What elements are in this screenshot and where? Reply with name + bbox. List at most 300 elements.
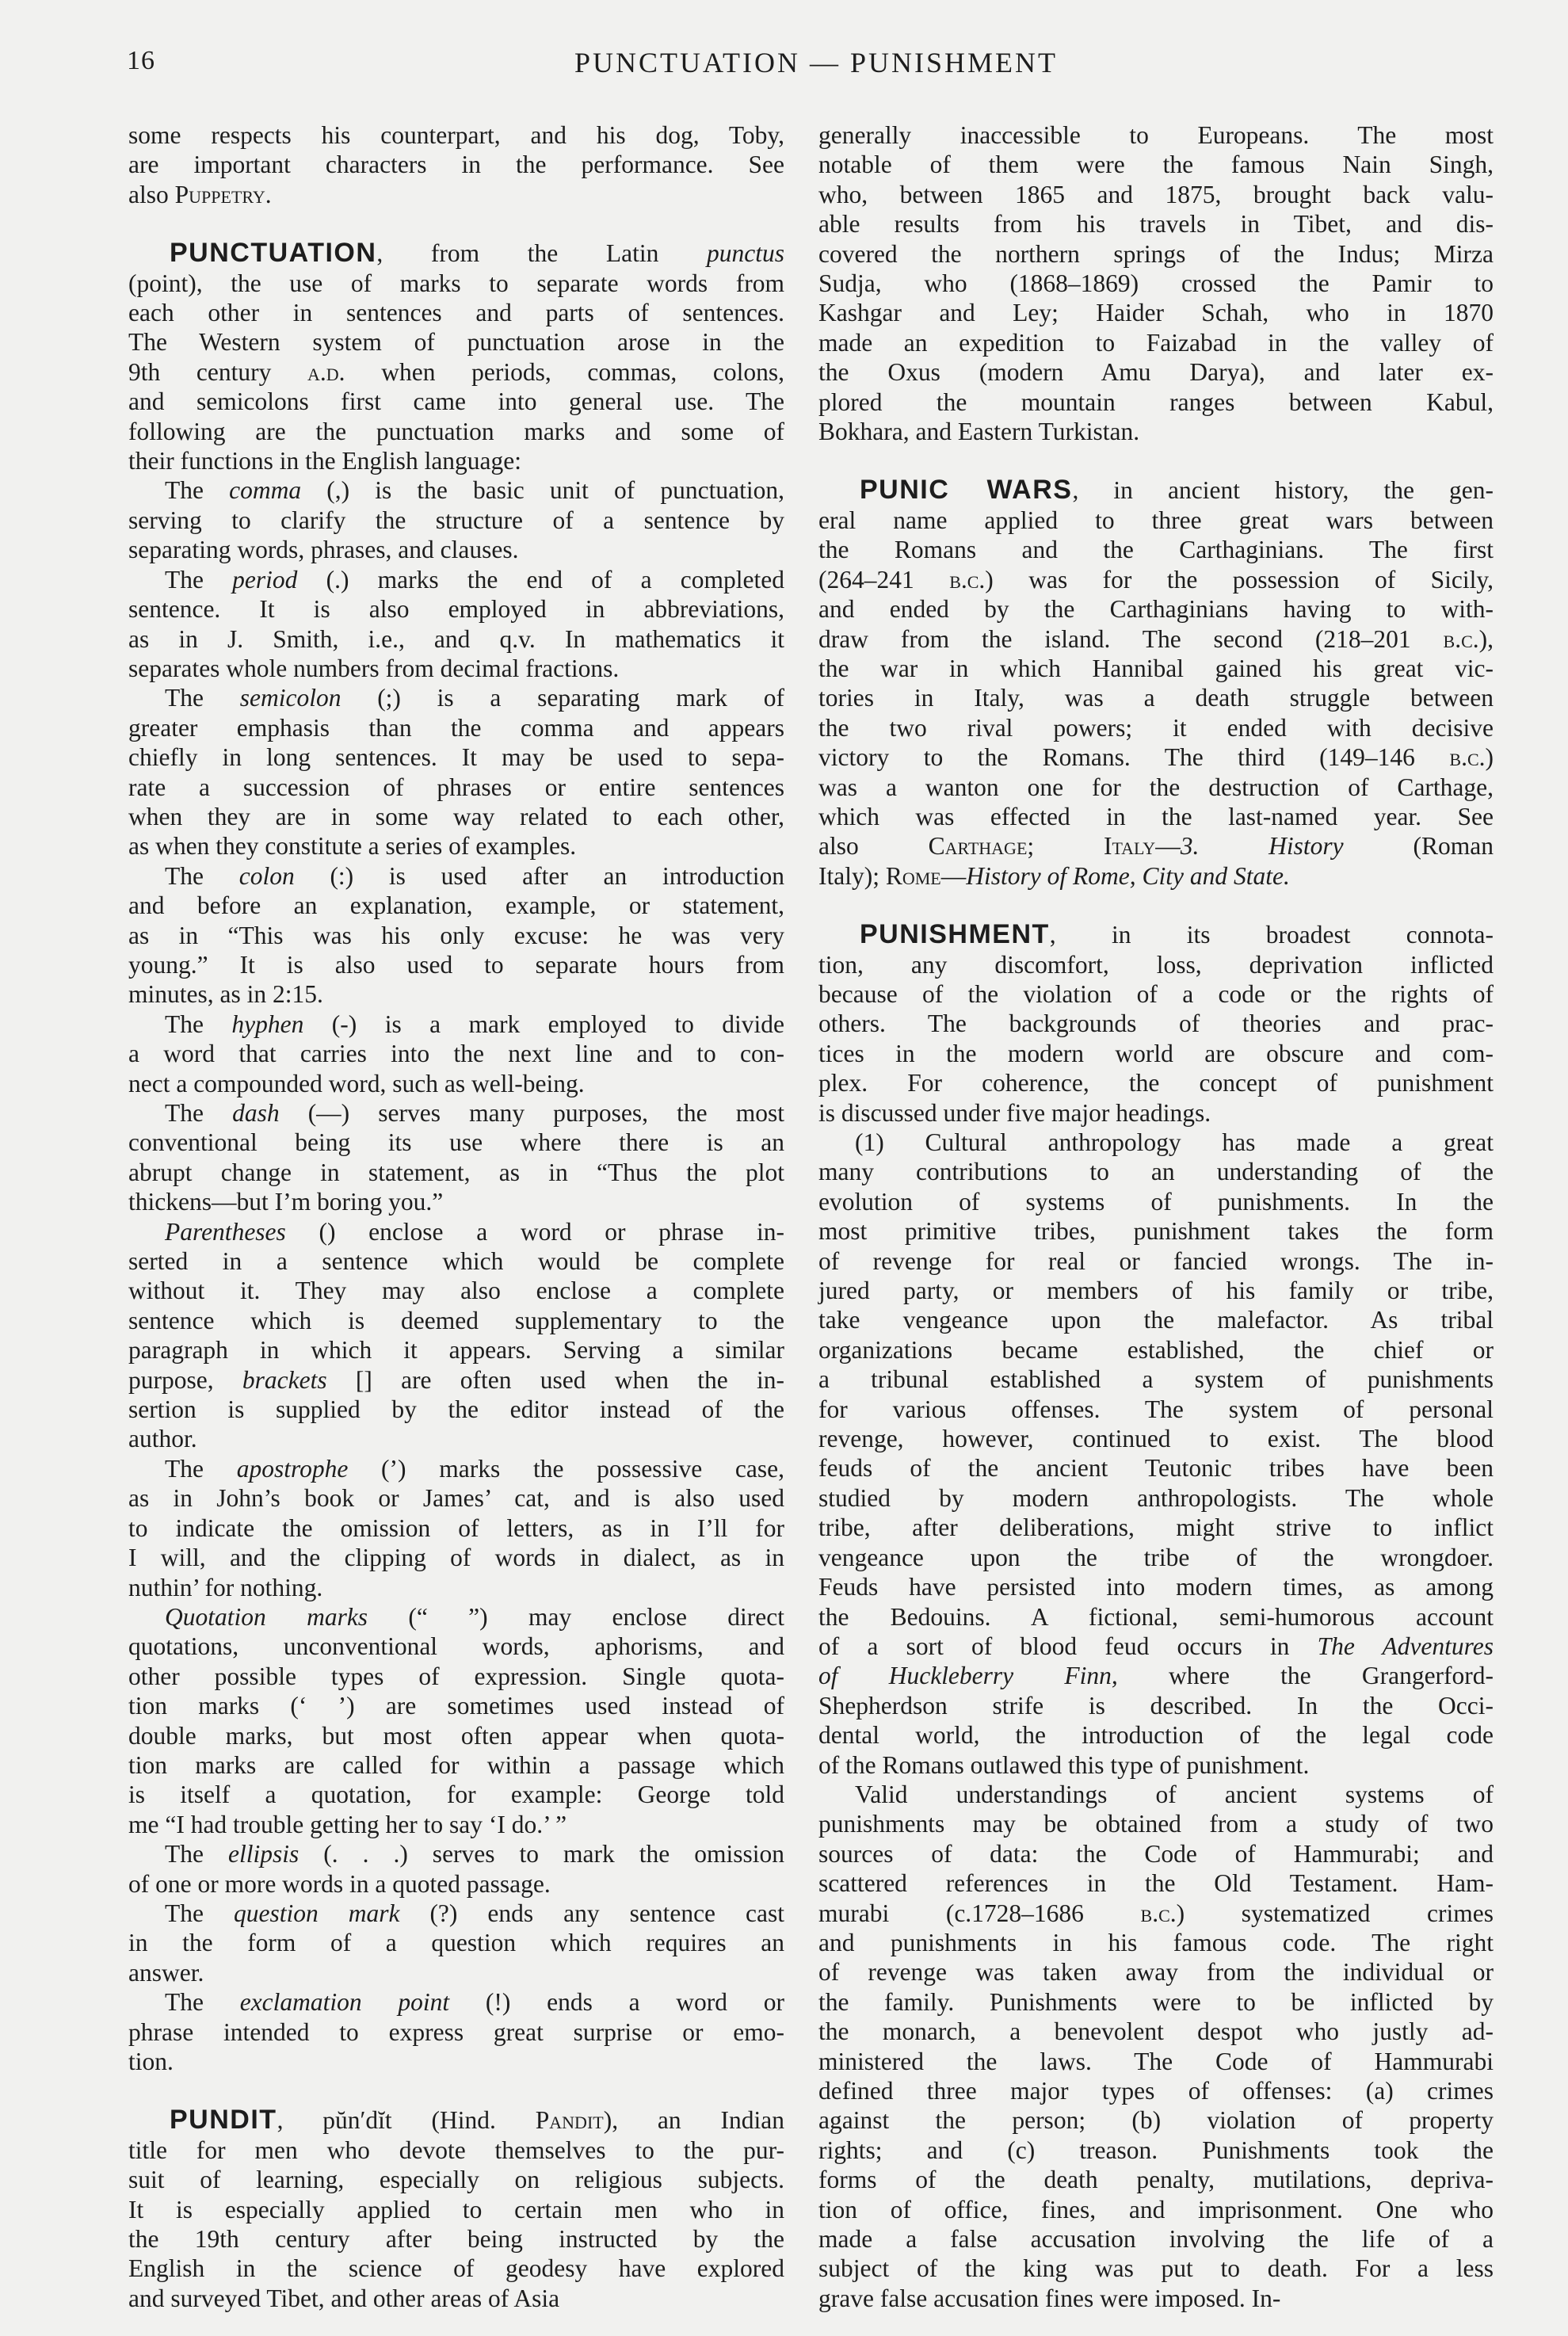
text-line bbox=[128, 1335, 784, 1365]
text-run: tion marks (‘ ’) are sometimes used instead of bbox=[128, 1692, 784, 1720]
text-line bbox=[128, 2224, 784, 2254]
page-header bbox=[127, 46, 1505, 81]
italic-term: dash bbox=[232, 1099, 280, 1127]
text-line bbox=[818, 239, 1494, 269]
text-line bbox=[128, 1010, 784, 1039]
text-line bbox=[818, 1453, 1494, 1483]
text-run: ) bbox=[1485, 743, 1494, 772]
text-line bbox=[128, 1958, 784, 1987]
text-line bbox=[128, 773, 784, 802]
text-run: nuthin’ for nothing. bbox=[128, 1573, 323, 1601]
text-run: Kashgar and Ley; Haider Schah, who in 1870 bbox=[818, 299, 1494, 327]
text-run: covered the northern springs of the Indus; Mirza bbox=[818, 239, 1494, 268]
text-run: , in its broadest connota- bbox=[1049, 921, 1494, 949]
text-line bbox=[128, 1691, 784, 1720]
text-run: was a wanton one for the destruction of Carthage, bbox=[818, 773, 1494, 801]
text-run: as when they constitute a series of examples. bbox=[128, 832, 577, 861]
text-run: ) was for the possession of Sicily, bbox=[985, 565, 1494, 594]
text-run: and semicolons first came into general use. The bbox=[128, 387, 784, 416]
text-run: title for men who devote themselves to the pur- bbox=[128, 2136, 784, 2164]
text-run: is itself a quotation, for example: George told bbox=[128, 1781, 784, 1809]
text-run: The bbox=[165, 1840, 228, 1868]
text-line bbox=[128, 1839, 784, 1868]
text-run: evolution of systems of punishments. In the bbox=[818, 1187, 1494, 1216]
text-line bbox=[818, 269, 1494, 298]
entry-headword: PUNDIT bbox=[170, 2105, 277, 2136]
text-run: vengeance upon the tribe of the wrongdoer. bbox=[818, 1543, 1494, 1571]
punishment-intro bbox=[818, 920, 1494, 1128]
text-line bbox=[128, 2047, 784, 2076]
text-line bbox=[128, 1662, 784, 1691]
text-line bbox=[128, 387, 784, 416]
text-line bbox=[128, 1602, 784, 1632]
text-run: (.) marks the end of a completed bbox=[297, 565, 784, 594]
text-line bbox=[818, 2195, 1494, 2224]
paragraph-question-mark bbox=[128, 1899, 784, 1987]
text-line bbox=[818, 2105, 1494, 2135]
text-line bbox=[818, 209, 1494, 239]
text-run: plex. For coherence, the concept of punishment bbox=[818, 1069, 1494, 1097]
text-run: revenge, however, continued to exist. The blood bbox=[818, 1425, 1494, 1453]
text-line bbox=[818, 298, 1494, 327]
italic-term: comma bbox=[229, 476, 302, 505]
text-line bbox=[128, 1750, 784, 1780]
text-line bbox=[818, 831, 1494, 861]
text-run: The bbox=[165, 565, 233, 594]
text-run: a word that carries into the next line and to con- bbox=[128, 1040, 784, 1068]
text-line bbox=[128, 180, 784, 209]
text-run: Italy); bbox=[818, 861, 886, 890]
text-line bbox=[818, 1809, 1494, 1838]
text-run: of revenge was taken away from the individual or bbox=[818, 1958, 1494, 1987]
text-line bbox=[128, 1899, 784, 1928]
text-line bbox=[128, 2165, 784, 2194]
text-line bbox=[128, 1128, 784, 1157]
text-line bbox=[818, 1602, 1494, 1632]
text-line bbox=[818, 1720, 1494, 1750]
text-line bbox=[818, 1750, 1494, 1780]
text-line bbox=[128, 1306, 784, 1335]
paragraph-apostrophe bbox=[128, 1454, 784, 1602]
text-line bbox=[128, 594, 784, 624]
text-line bbox=[128, 535, 784, 564]
text-line bbox=[128, 1246, 784, 1276]
text-run: (—) serves many purposes, the most bbox=[279, 1099, 784, 1127]
entry-gap bbox=[818, 446, 1494, 475]
text-line bbox=[128, 1721, 784, 1750]
text-line bbox=[818, 861, 1494, 891]
text-run: I will, and the clipping of words in dialect, as in bbox=[128, 1544, 784, 1572]
text-run: quotations, unconventional words, aphorisms, and bbox=[128, 1632, 784, 1661]
text-line bbox=[818, 120, 1494, 150]
text-run: tion of office, fines, and imprisonment. One who bbox=[818, 2195, 1494, 2223]
text-run: greater emphasis than the comma and appears bbox=[128, 713, 784, 742]
text-run: answer. bbox=[128, 1958, 204, 1987]
text-run: of one or more words in a quoted passage. bbox=[128, 1869, 551, 1898]
text-run: forms of the death penalty, mutilations, depriva- bbox=[818, 2166, 1494, 2194]
text-run: chiefly in long sentences. It may be used to sepa- bbox=[128, 743, 784, 772]
text-run: the Bedouins. A fictional, semi-humorous account bbox=[818, 1602, 1494, 1631]
text-run: generally inaccessible to Europeans. The most bbox=[818, 121, 1494, 149]
text-line bbox=[128, 327, 784, 357]
text-run: minutes, as in 2:15. bbox=[128, 980, 323, 1009]
text-line bbox=[128, 298, 784, 327]
italic-term: History of Rome, City and State. bbox=[966, 861, 1290, 890]
paragraph-parentheses bbox=[128, 1217, 784, 1454]
text-line bbox=[818, 1305, 1494, 1334]
text-run: and ended by the Carthaginians having to with- bbox=[818, 595, 1494, 624]
text-run: The bbox=[165, 1099, 233, 1127]
text-run: serving to clarify the structure of a sentence by bbox=[128, 506, 784, 534]
paragraph-dash bbox=[128, 1098, 784, 1217]
text-line bbox=[818, 1661, 1494, 1690]
text-line bbox=[128, 2195, 784, 2224]
text-line bbox=[818, 1068, 1494, 1097]
text-run: which was effected in the last-named year. See bbox=[818, 802, 1494, 830]
text-line bbox=[128, 1424, 784, 1453]
text-line bbox=[818, 713, 1494, 742]
entry-gap bbox=[128, 2076, 784, 2105]
text-run: following are the punctuation marks and some of bbox=[128, 417, 784, 445]
text-run: . bbox=[265, 180, 272, 208]
text-run: the Romans and the Carthaginians. The first bbox=[818, 536, 1494, 564]
text-run: — bbox=[1155, 832, 1181, 861]
italic-term: 3. History bbox=[1180, 832, 1344, 861]
text-line bbox=[818, 1899, 1494, 1928]
small-caps-term: a.d. bbox=[307, 357, 345, 386]
small-caps-term: b.c. bbox=[1140, 1899, 1177, 1927]
text-line bbox=[128, 624, 784, 654]
text-line bbox=[818, 565, 1494, 594]
text-run: The bbox=[165, 684, 240, 712]
text-run: and surveyed Tibet, and other areas of Asia bbox=[128, 2284, 560, 2312]
text-run: (point), the use of marks to separate words from bbox=[128, 269, 784, 297]
text-run: , from the Latin bbox=[376, 239, 707, 268]
text-line bbox=[128, 1098, 784, 1128]
text-run: ministered the laws. The Code of Hammurabi bbox=[818, 2047, 1494, 2075]
text-run: ) systematized crimes bbox=[1176, 1899, 1494, 1927]
text-line bbox=[818, 742, 1494, 772]
text-line bbox=[128, 1632, 784, 1661]
text-line bbox=[128, 269, 784, 298]
text-run: sertion is supplied by the editor instead of the bbox=[128, 1395, 784, 1424]
text-run: is discussed under five major headings. bbox=[818, 1098, 1211, 1127]
paragraph-ellipsis bbox=[128, 1839, 784, 1899]
text-run: studied by modern anthropologists. The whole bbox=[818, 1483, 1494, 1512]
italic-term: question mark bbox=[233, 1899, 400, 1927]
text-run: take vengeance upon the malefactor. As tribal bbox=[818, 1306, 1494, 1334]
text-run: murabi (c.1728–1686 bbox=[818, 1899, 1141, 1927]
italic-term: punctus bbox=[707, 239, 784, 268]
text-line bbox=[818, 1868, 1494, 1898]
text-run: eral name applied to three great wars between bbox=[818, 506, 1494, 534]
text-run: (!) ends a word or bbox=[449, 1988, 784, 2017]
text-run: (Roman bbox=[1343, 832, 1494, 861]
text-line bbox=[818, 506, 1494, 535]
text-line bbox=[128, 979, 784, 1009]
text-run: The bbox=[165, 1010, 232, 1038]
entry-headword: PUNISHMENT bbox=[860, 919, 1050, 950]
text-line bbox=[818, 475, 1494, 505]
cross-reference-puppetry[interactable]: Puppetry bbox=[174, 180, 265, 208]
text-run: where the Grangerford- bbox=[1117, 1662, 1494, 1690]
text-run: tion marks are called for within a passage which bbox=[128, 1750, 784, 1779]
text-run: paragraph in which it appears. Serving a similar bbox=[128, 1336, 784, 1365]
page-number: 16 bbox=[127, 46, 155, 75]
right-column bbox=[818, 120, 1494, 2313]
text-run: conventional being its use where there is an bbox=[128, 1128, 784, 1157]
text-run: jured party, or members of his family or tribe, bbox=[818, 1277, 1494, 1305]
text-line bbox=[128, 831, 784, 861]
text-run: purpose, bbox=[128, 1365, 242, 1394]
text-run: phrase intended to express great surprise or emo- bbox=[128, 2017, 784, 2046]
text-run: to indicate the omission of letters, as in I’ll for bbox=[128, 1513, 784, 1542]
text-run: abrupt change in statement, as in “Thus the plot bbox=[128, 1158, 784, 1186]
text-line bbox=[128, 891, 784, 920]
punishment-hammurabi bbox=[818, 1780, 1494, 2313]
text-run: because of the violation of a code or the rights of bbox=[818, 979, 1494, 1008]
pundit-entry-continuation bbox=[818, 120, 1494, 446]
text-line bbox=[818, 417, 1494, 446]
entry-punctuation bbox=[128, 239, 784, 2076]
text-line bbox=[818, 2254, 1494, 2283]
text-run: (-) is a mark employed to divide bbox=[303, 1010, 784, 1038]
text-line bbox=[128, 2254, 784, 2283]
text-run: and punishments in his famous code. The right bbox=[818, 1928, 1494, 1956]
text-line bbox=[818, 802, 1494, 831]
text-run: ; bbox=[1027, 832, 1104, 861]
text-run: scattered references in the Old Testament. Ham- bbox=[818, 1869, 1494, 1898]
text-run: in the form of a question which requires an bbox=[128, 1929, 784, 1957]
text-line bbox=[818, 1691, 1494, 1720]
text-line bbox=[818, 1365, 1494, 1394]
italic-term: brackets bbox=[242, 1365, 327, 1394]
text-line bbox=[128, 1158, 784, 1187]
text-run: as in “This was his only excuse: he was very bbox=[128, 921, 784, 949]
text-line bbox=[128, 802, 784, 831]
text-run: ), bbox=[1478, 624, 1494, 653]
text-run: It is especially applied to certain men who in bbox=[128, 2195, 784, 2223]
entry-headword: PUNIC WARS bbox=[860, 475, 1073, 506]
text-line bbox=[128, 1780, 784, 1809]
text-run: Bokhara, and Eastern Turkistan. bbox=[818, 418, 1140, 446]
text-run: as in John’s book or James’ cat, and is also used bbox=[128, 1484, 784, 1513]
text-run: victory to the Romans. The third (149–146 bbox=[818, 743, 1450, 772]
text-run: made a false accusation involving the life of a bbox=[818, 2225, 1494, 2254]
text-line bbox=[128, 1928, 784, 1957]
text-line bbox=[818, 1039, 1494, 1068]
text-run: tories in Italy, was a death struggle between bbox=[818, 684, 1494, 712]
small-caps-term: b.c. bbox=[1443, 624, 1479, 653]
small-caps-term: b.c. bbox=[949, 565, 986, 594]
text-run: a tribunal established a system of punishments bbox=[818, 1365, 1494, 1394]
text-run: tribe, after deliberations, might strive to inflict bbox=[818, 1513, 1494, 1542]
entry-pundit bbox=[128, 2105, 784, 2313]
text-line bbox=[818, 2165, 1494, 2194]
text-line bbox=[818, 180, 1494, 209]
text-line bbox=[128, 1513, 784, 1543]
text-line bbox=[128, 1395, 784, 1424]
text-line bbox=[818, 920, 1494, 949]
text-line bbox=[818, 1246, 1494, 1276]
text-run: punishments may be obtained from a study of two bbox=[818, 1810, 1494, 1838]
punic-wars-paragraph bbox=[818, 475, 1494, 891]
text-run: Valid understandings of ancient systems of bbox=[855, 1780, 1494, 1808]
text-run: The bbox=[165, 1454, 237, 1483]
text-line bbox=[818, 2224, 1494, 2254]
text-line bbox=[818, 535, 1494, 564]
text-run: the family. Punishments were to be inflicted by bbox=[818, 1987, 1494, 2016]
text-line bbox=[818, 2047, 1494, 2076]
text-line bbox=[818, 1957, 1494, 1987]
text-line bbox=[128, 1187, 784, 1216]
text-run: (“ ”) may enclose direct bbox=[368, 1602, 785, 1631]
text-line bbox=[818, 1216, 1494, 1246]
text-run: defined three major types of offenses: (a) crimes bbox=[818, 2077, 1494, 2105]
running-head: PUNCTUATION — PUNISHMENT bbox=[574, 47, 1058, 78]
text-line bbox=[818, 1632, 1494, 1661]
text-line bbox=[128, 2105, 784, 2135]
text-line: some respects his counterpart, and his dog, Toby, bbox=[128, 121, 784, 149]
text-run: thickens—but I’m boring you.” bbox=[128, 1188, 444, 1216]
text-run: dental world, the introduction of the legal code bbox=[818, 1721, 1494, 1750]
text-run: (’) marks the possessive case, bbox=[348, 1454, 784, 1483]
text-run: ), an Indian bbox=[603, 2106, 784, 2135]
text-run: draw from the island. The second (218–201 bbox=[818, 624, 1444, 653]
text-line bbox=[128, 2136, 784, 2165]
entry-punic-wars bbox=[818, 475, 1494, 891]
text-run: (:) is used after an introduction bbox=[294, 861, 784, 890]
pundit-paragraph bbox=[128, 2105, 784, 2313]
text-run: author. bbox=[128, 1425, 197, 1453]
small-caps-term: Rome bbox=[885, 861, 941, 890]
text-line bbox=[128, 2017, 784, 2047]
text-run: also bbox=[818, 832, 929, 861]
text-line bbox=[128, 713, 784, 742]
italic-term: Parentheses bbox=[165, 1217, 286, 1246]
text-line bbox=[818, 357, 1494, 387]
text-line bbox=[128, 1217, 784, 1246]
entry-headword: PUNCTUATION bbox=[170, 238, 377, 269]
text-run: nect a compounded word, such as well-being. bbox=[128, 1069, 585, 1097]
text-line bbox=[128, 1276, 784, 1305]
entry-gap bbox=[128, 209, 784, 239]
text-line bbox=[818, 1335, 1494, 1365]
text-line bbox=[128, 2284, 784, 2313]
text-line bbox=[818, 654, 1494, 683]
text-line bbox=[818, 1543, 1494, 1572]
text-line bbox=[128, 1483, 784, 1513]
text-run: tices in the modern world are obscure and com- bbox=[818, 1039, 1494, 1067]
text-run: 9th century bbox=[128, 357, 308, 386]
text-run: the two rival powers; it ended with decisive bbox=[818, 713, 1494, 742]
text-run: the 19th century after being instructed by the bbox=[128, 2225, 784, 2254]
text-line bbox=[128, 1365, 784, 1395]
text-run: when periods, commas, colons, bbox=[345, 357, 784, 386]
text-line bbox=[818, 1483, 1494, 1513]
italic-term: apostrophe bbox=[236, 1454, 349, 1483]
text-run: me “I had trouble getting her to say ‘I do.’ ” bbox=[128, 1810, 567, 1838]
text-run: serted in a sentence which would be complete bbox=[128, 1247, 784, 1276]
entry-gap bbox=[818, 891, 1494, 920]
text-line bbox=[818, 1987, 1494, 2017]
text-run: (264–241 bbox=[818, 565, 950, 594]
text-run: for various offenses. The system of personal bbox=[818, 1395, 1494, 1423]
text-run: rate a succession of phrases or entire sentences bbox=[128, 773, 784, 801]
text-run: separating words, phrases, and clauses. bbox=[128, 536, 519, 564]
text-line bbox=[128, 1543, 784, 1572]
text-line bbox=[128, 1987, 784, 2017]
text-line bbox=[818, 950, 1494, 979]
text-run: tion. bbox=[128, 2048, 174, 2075]
text-line bbox=[818, 1276, 1494, 1305]
text-line bbox=[128, 1454, 784, 1483]
text-line bbox=[818, 1513, 1494, 1542]
text-line bbox=[128, 950, 784, 979]
text-line bbox=[128, 239, 784, 268]
text-line bbox=[128, 683, 784, 712]
text-line: are important characters in the performance. See bbox=[128, 151, 784, 179]
text-line bbox=[818, 1157, 1494, 1186]
text-run: other possible types of expression. Single quota- bbox=[128, 1662, 784, 1690]
text-line bbox=[818, 1128, 1494, 1157]
small-caps-term: b.c. bbox=[1449, 743, 1486, 772]
text-run: feuds of the ancient Teutonic tribes have been bbox=[818, 1454, 1494, 1483]
small-caps-term: Pandit bbox=[535, 2106, 604, 2135]
text-run: The bbox=[165, 476, 230, 505]
text-run: each other in sentences and parts of sentences. bbox=[128, 299, 784, 327]
text-run: (;) is a separating mark of bbox=[341, 684, 784, 712]
text-line bbox=[128, 1069, 784, 1098]
text-line bbox=[128, 861, 784, 891]
italic-term: of Huckleberry Finn, bbox=[818, 1662, 1118, 1690]
paragraph-quotation-marks bbox=[128, 1602, 784, 1839]
text-run: most primitive tribes, punishment takes the form bbox=[818, 1217, 1494, 1246]
text-run: Sudja, who (1868–1869) crossed the Pamir to bbox=[818, 269, 1494, 298]
text-run: double marks, but most often appear when quota- bbox=[128, 1721, 784, 1750]
text-run: when they are in some way related to each other, bbox=[128, 802, 784, 830]
text-run: separates whole numbers from decimal fractions. bbox=[128, 654, 620, 682]
text-line bbox=[818, 1572, 1494, 1601]
small-caps-term: Carthage bbox=[928, 832, 1028, 861]
text-run: able results from his travels in Tibet, and dis- bbox=[818, 210, 1494, 239]
punctuation-intro bbox=[128, 239, 784, 475]
italic-term: Quotation marks bbox=[165, 1602, 368, 1631]
text-line bbox=[128, 654, 784, 683]
text-run: — bbox=[940, 861, 967, 890]
text-run: The Western system of punctuation arose in the bbox=[128, 328, 784, 357]
text-line bbox=[818, 2076, 1494, 2105]
text-line bbox=[818, 683, 1494, 712]
text-run: The bbox=[165, 861, 239, 890]
text-run: plored the mountain ranges between Kabul, bbox=[818, 387, 1494, 416]
text-run: and before an explanation, example, or statement, bbox=[128, 891, 784, 920]
text-run: of a sort of blood feud occurs in bbox=[818, 1632, 1318, 1660]
text-run: , pŭn′dĭt (Hind. bbox=[277, 2106, 536, 2135]
text-run: notable of them were the famous Nain Singh, bbox=[818, 151, 1494, 179]
text-line bbox=[818, 2017, 1494, 2046]
text-run: of revenge for real or fancied wrongs. The in- bbox=[818, 1246, 1494, 1275]
text-line bbox=[818, 328, 1494, 357]
text-line bbox=[128, 565, 784, 594]
text-line bbox=[128, 506, 784, 535]
text-line bbox=[818, 594, 1494, 624]
pundit-continued-paragraph bbox=[818, 120, 1494, 446]
text-run: against the person; (b) violation of property bbox=[818, 2106, 1494, 2135]
paragraph-comma bbox=[128, 475, 784, 564]
text-run: subject of the king was put to death. For a less bbox=[818, 2254, 1494, 2283]
text-run: The bbox=[165, 1988, 240, 2017]
